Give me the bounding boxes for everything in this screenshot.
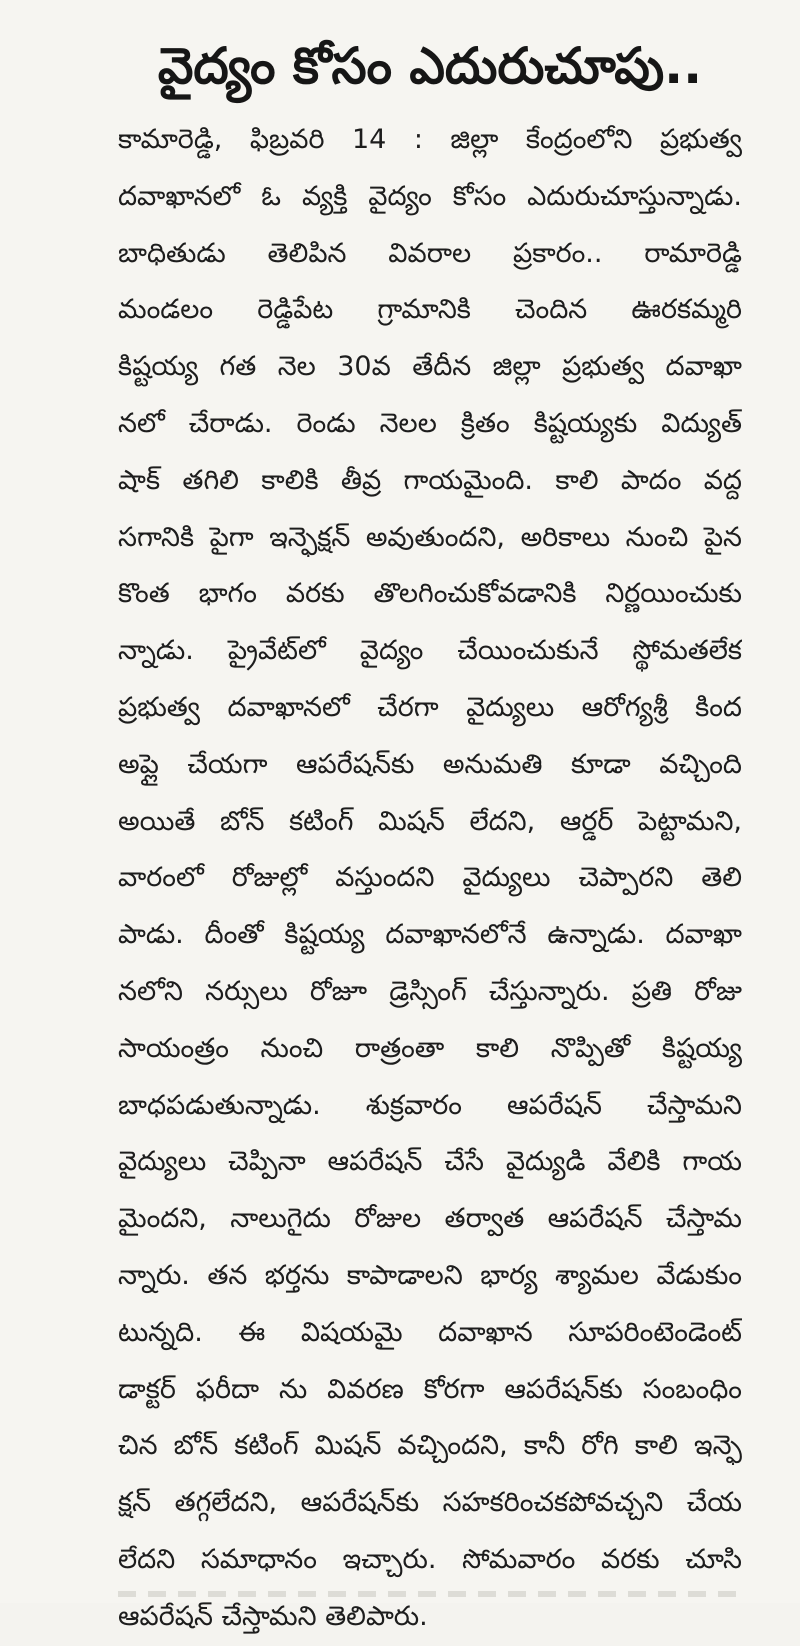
article-line: కిష్టయ్య గత నెల 30వ తేదీన జిల్లా ప్రభుత్వ దవాఖా [118,351,742,383]
article-line: కొంత భాగం వరకు తొలగించుకోవడానికి నిర్ణయించుకు [118,578,742,610]
article-line: అప్లై చేయగా ఆపరేషన్‌కు అనుమతి కూడా వచ్చింది [118,748,742,780]
cut-off-next-line [118,1583,742,1603]
article-line: సాయంత్రం నుంచి రాత్రంతా కాలి నొప్పితో కిష్టయ్య [118,1032,742,1064]
article-line: లేదని సమాధానం ఇచ్చారు. సోమవారం వరకు చూసి [118,1543,742,1575]
article-line: మైందని, నాలుగైదు రోజుల తర్వాత ఆపరేషన్ చేస్తామ [118,1203,742,1235]
article-line: బాధపడుతున్నాడు. శుక్రవారం ఆపరేషన్ చేస్తామని [118,1089,742,1121]
article-line: చిన బోన్ కటింగ్ మిషన్ వచ్చిందని, కానీ రోగి కాలి ఇన్ఫె [118,1430,742,1462]
article-line: నలోని నర్సులు రోజూ డ్రెస్సింగ్ చేస్తున్నారు. ప్రతి రోజు [118,975,742,1007]
article-line: కామారెడ్డి, ఫిబ్రవరి 14 : జిల్లా కేంద్రంలోని ప్రభుత్వ [118,124,742,155]
article-line: మండలం రెడ్డిపేట గ్రామానికి చెందిన ఊరకమ్మరి [118,294,742,326]
article-line: డాక్టర్ ఫరీదా ను వివరణ కోరగా ఆపరేషన్‌కు సంబంధిం [118,1373,742,1405]
article-body [118,112,742,1646]
article-line: షాక్ తగిలి కాలికి తీవ్ర గాయమైంది. కాలి పాదం వద్ద [118,464,742,496]
article-line: న్నాడు. ప్రైవేట్‌లో వైద్యం చేయించుకునే స్థోమతలేక [118,635,742,667]
article-line: దవాఖానలో ఓ వ్యక్తి వైద్యం కోసం ఎదురుచూస్తున్నాడు. [118,180,742,212]
article-line: బాధితుడు తెలిపిన వివరాల ప్రకారం.. రామారెడ్డి [118,237,742,269]
article-line: సగానికి పైగా ఇన్ఫెక్షన్ అవుతుందని, అరికాలు నుంచి పైన [118,521,742,553]
article-line: న్నారు. తన భర్తను కాపాడాలని భార్య శ్యామల వేడుకుం [118,1259,742,1291]
article-line: క్షన్ తగ్గలేదని, ఆపరేషన్‌కు సహకరించకపోవచ్చని చేయ [118,1487,742,1519]
article-line: పాడు. దీంతో కిష్టయ్య దవాఖానలోనే ఉన్నాడు. దవాఖా [118,919,742,951]
article-line: వైద్యులు చెప్పినా ఆపరేషన్ చేసే వైద్యుడి వేలికి గాయ [118,1146,742,1178]
article-line: టున్నది. ఈ విషయమై దవాఖాన సూపరింటెండెంట్ [118,1316,742,1348]
article-line: నలో చేరాడు. రెండు నెలల క్రితం కిష్టయ్యకు విద్యుత్ [118,407,742,439]
article-line: అయితే బోన్ కటింగ్ మిషన్ లేదని, ఆర్డర్ పెట్టామని, [118,805,742,837]
article-line: ప్రభుత్వ దవాఖానలో చేరగా వైద్యులు ఆరోగ్యశ్రీ కింద [118,691,742,723]
article-headline: వైద్యం కోసం ఎదురుచూపు.. [157,37,703,95]
article-line: ఆపరేషన్ చేస్తామని తెలిపారు. [118,1600,428,1632]
article-line: వారంలో రోజుల్లో వస్తుందని వైద్యులు చెప్పారని తెలి [118,862,742,894]
